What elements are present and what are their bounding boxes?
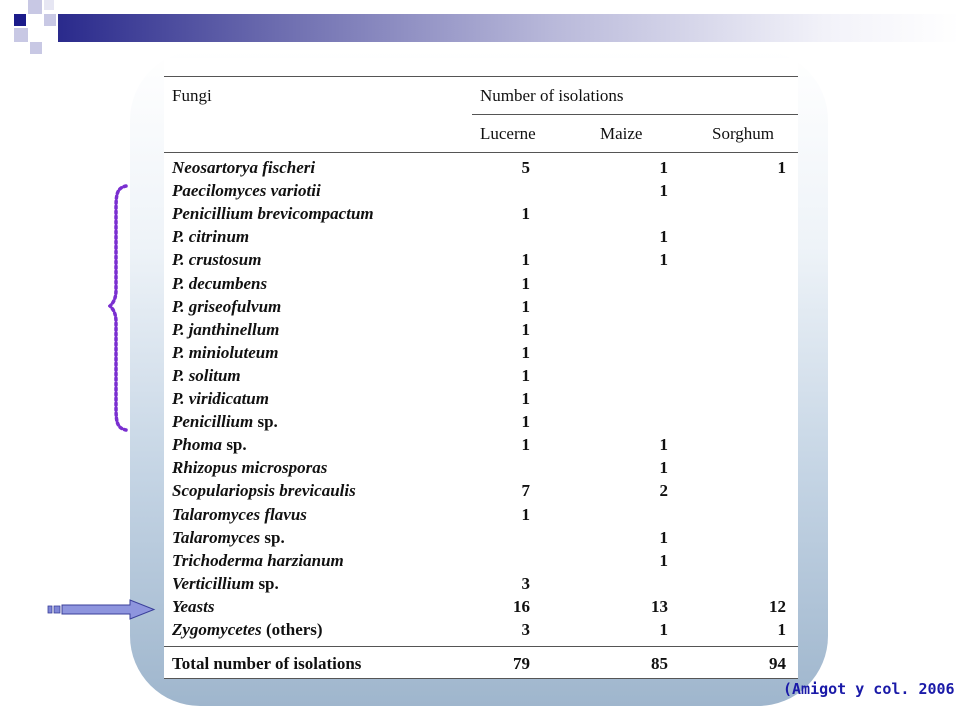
table-bottom-rule bbox=[164, 678, 798, 679]
count-lucerne: 1 bbox=[521, 365, 530, 385]
species-name bbox=[172, 458, 327, 478]
count-lucerne: 1 bbox=[521, 412, 530, 432]
count-maize: 13 bbox=[651, 596, 668, 616]
species-name bbox=[172, 551, 344, 571]
species-name-italic: Talaromyces flavus bbox=[172, 504, 307, 524]
species-name-italic: Phoma bbox=[172, 435, 223, 455]
species-name bbox=[172, 320, 279, 340]
count-maize: 2 bbox=[659, 481, 668, 501]
species-name bbox=[172, 204, 374, 224]
species-name bbox=[172, 274, 267, 294]
header-fungi: Fungi bbox=[172, 86, 212, 105]
species-name-italic: Verticillium bbox=[172, 573, 255, 593]
count-maize: 1 bbox=[659, 158, 668, 177]
species-name-italic: Paecilomyces variotii bbox=[172, 181, 321, 201]
table-top-rule bbox=[164, 76, 798, 77]
species-name bbox=[172, 505, 307, 525]
species-name bbox=[172, 297, 281, 317]
species-name bbox=[172, 597, 215, 617]
species-name bbox=[172, 435, 247, 455]
right-arrow-icon bbox=[46, 598, 158, 622]
species-name-italic: Yeasts bbox=[172, 596, 215, 616]
header-bottom-rule bbox=[164, 152, 798, 153]
decor-square-light bbox=[28, 0, 42, 14]
count-sorghum: 1 bbox=[777, 158, 786, 177]
species-name bbox=[172, 528, 285, 548]
total-label: Total number of isolations bbox=[172, 654, 362, 673]
species-name bbox=[172, 366, 241, 386]
species-name-suffix: sp. bbox=[254, 573, 279, 593]
count-lucerne: 1 bbox=[521, 435, 530, 455]
species-name-italic: P. crustosum bbox=[172, 250, 262, 270]
count-lucerne: 1 bbox=[521, 504, 530, 524]
header-number-of-isolations: Number of isolations bbox=[480, 86, 624, 105]
species-name-italic: P. decumbens bbox=[172, 273, 268, 293]
count-sorghum: 1 bbox=[777, 620, 786, 639]
species-name-italic: P. citrinum bbox=[172, 227, 250, 247]
count-lucerne: 1 bbox=[521, 319, 530, 339]
count-lucerne: 3 bbox=[521, 620, 530, 639]
species-name-italic: Zygomycetes bbox=[172, 620, 262, 639]
header-group-rule bbox=[472, 114, 798, 115]
species-name bbox=[172, 158, 315, 178]
species-name-suffix: sp. bbox=[222, 435, 247, 455]
decor-square-light bbox=[14, 28, 28, 42]
species-name bbox=[172, 227, 249, 247]
species-name-italic: Scopulariopsis brevicaulis bbox=[172, 481, 356, 501]
isolations-table bbox=[164, 58, 798, 678]
decor-square-light bbox=[30, 42, 42, 54]
count-maize: 1 bbox=[659, 250, 668, 270]
total-maize: 85 bbox=[651, 654, 668, 673]
decor-square-dark bbox=[14, 14, 26, 26]
count-lucerne: 3 bbox=[521, 573, 530, 593]
species-name-italic: Talaromyces bbox=[172, 527, 261, 547]
count-maize: 1 bbox=[659, 620, 668, 639]
total-top-rule bbox=[164, 646, 798, 647]
species-name bbox=[172, 250, 261, 270]
count-lucerne: 1 bbox=[521, 342, 530, 362]
count-lucerne: 5 bbox=[521, 158, 530, 177]
species-name bbox=[172, 574, 279, 594]
species-name-italic: P. solitum bbox=[172, 365, 241, 385]
count-maize: 1 bbox=[659, 227, 668, 247]
count-sorghum: 12 bbox=[769, 596, 786, 616]
decor-square-pale bbox=[44, 0, 54, 10]
species-name bbox=[172, 620, 323, 640]
citation-text: (Amigot y col. 2006 bbox=[783, 680, 955, 698]
count-maize: 1 bbox=[659, 435, 668, 455]
count-lucerne: 1 bbox=[521, 273, 530, 293]
species-name-italic: Neosartorya fischeri bbox=[172, 158, 316, 177]
species-name-italic: Penicillium bbox=[172, 412, 254, 432]
count-lucerne: 1 bbox=[521, 204, 530, 224]
species-name-italic: P. miniolutеum bbox=[172, 342, 279, 362]
species-name-italic: Trichoderma harzianum bbox=[172, 550, 344, 570]
species-name bbox=[172, 481, 356, 501]
species-name bbox=[172, 412, 278, 432]
count-lucerne: 1 bbox=[521, 250, 530, 270]
species-name bbox=[172, 389, 269, 409]
species-name bbox=[172, 181, 321, 201]
header-maize: Maize bbox=[600, 124, 643, 143]
species-name-suffix: (others) bbox=[261, 620, 323, 639]
count-lucerne: 16 bbox=[513, 596, 530, 616]
count-lucerne: 7 bbox=[521, 481, 530, 501]
title-gradient-bar bbox=[58, 14, 960, 42]
species-name-italic: P. griseofulvum bbox=[172, 296, 282, 316]
count-lucerne: 1 bbox=[521, 296, 530, 316]
species-name-italic: Rhizopus microsporas bbox=[172, 458, 328, 478]
count-maize: 1 bbox=[659, 458, 668, 478]
species-name-italic: P. janthinellum bbox=[172, 319, 280, 339]
total-sorghum: 94 bbox=[769, 654, 786, 673]
species-name bbox=[172, 343, 278, 363]
dotted-brace-icon bbox=[108, 182, 132, 434]
count-maize: 1 bbox=[659, 181, 668, 201]
count-maize: 1 bbox=[659, 527, 668, 547]
total-lucerne: 79 bbox=[513, 654, 530, 673]
species-name-italic: P. viridicatum bbox=[172, 389, 269, 408]
species-name-suffix: sp. bbox=[253, 412, 278, 432]
count-maize: 1 bbox=[659, 550, 668, 570]
header-sorghum: Sorghum bbox=[712, 124, 775, 143]
species-name-italic: Penicillium brevicompactum bbox=[172, 204, 374, 224]
header-lucerne: Lucerne bbox=[480, 124, 536, 143]
count-lucerne: 1 bbox=[521, 389, 530, 408]
species-name-suffix: sp. bbox=[260, 527, 285, 547]
decor-square-light bbox=[44, 14, 56, 26]
